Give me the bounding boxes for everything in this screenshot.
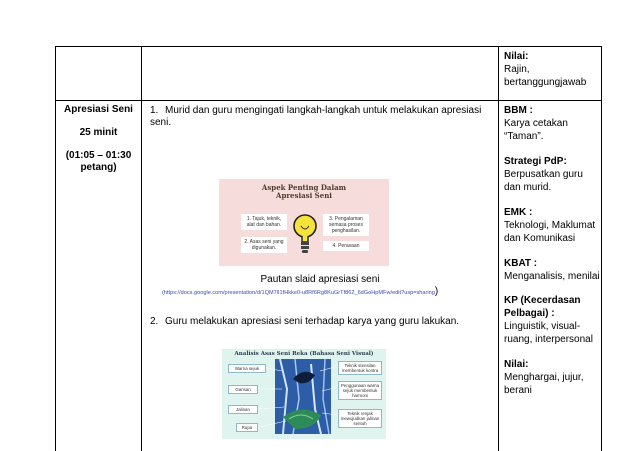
lesson-plan-table xyxy=(55,46,602,451)
step-text: Murid dan guru mengingati langkah-langkah untuk melakukan apresiasi seni. xyxy=(150,105,482,128)
step-2 xyxy=(150,316,459,328)
emk-value: dan Komunikasi xyxy=(504,233,576,244)
strategi-value: dan murid. xyxy=(504,182,552,193)
activity-time: petang) xyxy=(80,162,117,173)
info-cell xyxy=(499,101,602,451)
table-row xyxy=(56,47,602,101)
activity-cell xyxy=(56,101,142,451)
slide-aspek-penting xyxy=(219,179,389,266)
label-box: Teknik renjak mewujudkan jalinan sentuh xyxy=(338,409,382,428)
bbm-label: BBM : xyxy=(504,105,533,116)
activity-title: Apresiasi Seni xyxy=(64,104,133,115)
kp-label: Pelbagai) : xyxy=(504,308,555,319)
table-row xyxy=(56,101,602,451)
nilai-label: Nilai: xyxy=(504,359,529,370)
slide-link[interactable] xyxy=(162,288,438,297)
activity-duration: 25 minit xyxy=(79,127,118,138)
lightbulb-icon xyxy=(292,212,318,256)
empty-cell xyxy=(56,47,142,101)
nilai-value: Rajin, xyxy=(504,64,530,75)
bbm-value: Karya cetakan xyxy=(504,118,568,129)
kp-value: Linguistik, visual- xyxy=(504,321,581,332)
bbm-value: “Taman”. xyxy=(504,131,544,142)
nilai-value: berani xyxy=(504,385,532,396)
slide-analisis xyxy=(222,349,386,439)
nilai-value: Menghargai, jujur, xyxy=(504,372,584,383)
empty-cell xyxy=(142,47,499,101)
step-1 xyxy=(150,105,498,129)
slide-box: 4. Perasaan xyxy=(323,241,369,251)
slide-box: 3. Pengalaman semasa proses penghasilan. xyxy=(323,214,369,236)
kp-value: ruang, interpersonal xyxy=(504,334,593,345)
slide-caption: Pautan slaid apresiasi seni xyxy=(260,274,380,285)
slide-link-close: ) xyxy=(434,286,439,297)
step-number: 1. xyxy=(150,105,159,116)
connector-lines xyxy=(222,349,386,439)
slide-box: 2. Asas seni yang digunakan. xyxy=(241,237,287,253)
label-box: Teknik stensilan membentuk kontra xyxy=(338,361,382,375)
slide-title: Analisis Asas Seni Reka (Bahasa Seni Visual) xyxy=(234,351,374,357)
strategi-label: Strategi PdP: xyxy=(504,156,567,167)
values-cell xyxy=(499,47,602,101)
label-box: Garisan xyxy=(228,385,258,394)
emk-value: Teknologi, Maklumat xyxy=(504,220,596,231)
step-text: Guru melakukan apresiasi seni terhadap karya yang guru lakukan. xyxy=(165,316,460,327)
kp-label: KP (Kecerdasan xyxy=(504,295,581,306)
step-number: 2. xyxy=(150,316,159,327)
slide-title: Apresiasi Seni xyxy=(276,191,332,200)
kbat-value: Menganalisis, menilai xyxy=(504,271,600,282)
emk-label: EMK : xyxy=(504,207,533,218)
slide-link-url[interactable]: (https://docs.google.com/presentation/d/1QM7lI1fHkke0-u8Rf6Rg8KuGrTf862_6dGoHpMFw/edit?usp=sharing xyxy=(162,290,435,296)
label-box: Rupa xyxy=(236,423,258,432)
steps-cell xyxy=(142,101,499,451)
slide-box: 1. Tajuk, teknik, alat dan bahan. xyxy=(241,214,287,230)
nilai-value: bertanggungjawab xyxy=(504,77,587,88)
slide-title: Aspek Penting Dalam xyxy=(261,183,347,192)
nilai-label: Nilai: xyxy=(504,51,529,62)
label-box: Penggunaan warna sejuk membentuk harmoni xyxy=(338,381,382,400)
label-box: Jalinan xyxy=(228,405,258,414)
label-box: Warna sejuk xyxy=(228,364,266,373)
strategi-value: Berpusatkan guru xyxy=(504,169,583,180)
activity-time: (01:05 – 01:30 xyxy=(65,150,132,161)
kbat-label: KBAT : xyxy=(504,258,538,269)
